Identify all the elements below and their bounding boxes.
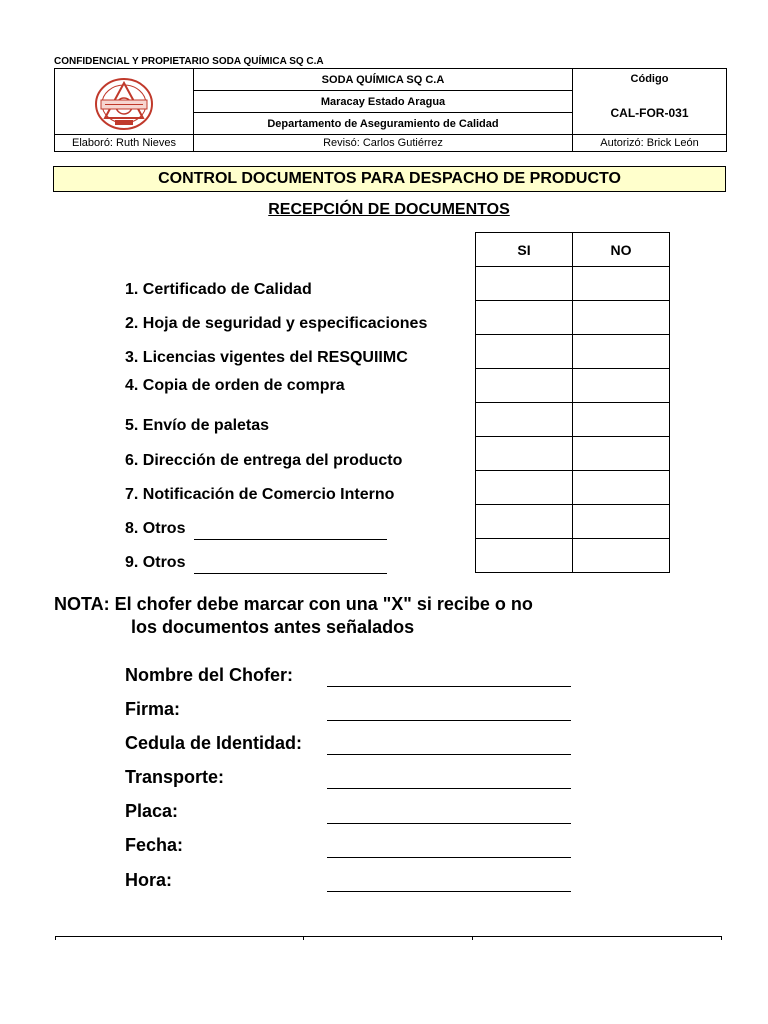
company-name: SODA QUÍMICA SQ C.A xyxy=(194,69,573,91)
field-line-time[interactable] xyxy=(327,891,571,892)
department-name: Departamento de Aseguramiento de Calidad xyxy=(194,113,573,135)
form-subtitle: RECEPCIÓN DE DOCUMENTOS xyxy=(268,201,510,218)
checklist-item: 6. Dirección de entrega del producto xyxy=(125,452,403,469)
field-line-driver-name[interactable] xyxy=(327,686,571,687)
check-yes-6[interactable] xyxy=(476,437,573,471)
checklist-item: 7. Notificación de Comercio Interno xyxy=(125,486,395,503)
check-no-2[interactable] xyxy=(573,301,670,335)
code-cell xyxy=(573,69,727,135)
company-location: Maracay Estado Aragua xyxy=(194,91,573,113)
form-title: CONTROL DOCUMENTOS PARA DESPACHO DE PRODUCTO xyxy=(53,166,726,192)
field-line-signature[interactable] xyxy=(327,720,571,721)
note-line-2: los documentos antes señalados xyxy=(131,617,415,637)
other-blank-line[interactable] xyxy=(194,573,387,574)
field-label-driver-name: Nombre del Chofer: xyxy=(125,665,294,685)
checklist-item: 1. Certificado de Calidad xyxy=(125,281,312,298)
field-label-transport: Transporte: xyxy=(125,767,225,787)
field-label-signature: Firma: xyxy=(125,699,181,719)
check-yes-5[interactable] xyxy=(476,403,573,437)
field-label-id: Cedula de Identidad: xyxy=(125,733,303,753)
field-line-id[interactable] xyxy=(327,754,571,755)
checklist-table xyxy=(475,232,670,573)
bottom-divider-tick xyxy=(55,936,56,940)
check-no-4[interactable] xyxy=(573,369,670,403)
field-line-date[interactable] xyxy=(327,857,571,858)
logo-cell xyxy=(55,69,194,135)
check-no-7[interactable] xyxy=(573,471,670,505)
column-header-no: NO xyxy=(573,233,670,267)
check-no-5[interactable] xyxy=(573,403,670,437)
field-line-plate[interactable] xyxy=(327,823,571,824)
check-no-9[interactable] xyxy=(573,539,670,573)
check-yes-8[interactable] xyxy=(476,505,573,539)
check-yes-2[interactable] xyxy=(476,301,573,335)
check-no-8[interactable] xyxy=(573,505,670,539)
check-no-3[interactable] xyxy=(573,335,670,369)
field-label-plate: Placa: xyxy=(125,801,179,821)
other-blank-line[interactable] xyxy=(194,539,387,540)
column-header-yes: SI xyxy=(476,233,573,267)
bottom-divider-tick xyxy=(303,936,304,940)
code-value: CAL-FOR-031 xyxy=(610,106,689,120)
reviewed-by: Revisó: Carlos Gutiérrez xyxy=(194,135,573,152)
checklist-item: 9. Otros xyxy=(125,554,186,571)
prepared-by: Elaboró: Ruth Nieves xyxy=(55,135,194,152)
company-seal-icon xyxy=(93,76,155,132)
code-label: Código xyxy=(630,73,669,85)
check-no-1[interactable] xyxy=(573,267,670,301)
bottom-divider xyxy=(55,936,722,937)
note-line-1: NOTA: El chofer debe marcar con una "X" si recibe o no xyxy=(54,594,533,614)
check-yes-9[interactable] xyxy=(476,539,573,573)
check-yes-4[interactable] xyxy=(476,369,573,403)
bottom-divider-tick xyxy=(472,936,473,940)
checklist-item: 4. Copia de orden de compra xyxy=(125,377,345,394)
check-yes-1[interactable] xyxy=(476,267,573,301)
bottom-divider-tick xyxy=(721,936,722,940)
checklist-item: 5. Envío de paletas xyxy=(125,417,270,434)
field-line-transport[interactable] xyxy=(327,788,571,789)
check-yes-7[interactable] xyxy=(476,471,573,505)
document-header xyxy=(54,68,727,152)
checklist-item: 3. Licencias vigentes del RESQUIIMC xyxy=(125,349,408,366)
field-label-time: Hora: xyxy=(125,870,173,890)
checklist-item: 2. Hoja de seguridad y especificaciones xyxy=(125,315,428,332)
check-yes-3[interactable] xyxy=(476,335,573,369)
confidential-notice: CONFIDENCIAL Y PROPIETARIO SODA QUÍMICA SQ C.A xyxy=(54,56,324,67)
field-label-date: Fecha: xyxy=(125,835,184,855)
checklist-item: 8. Otros xyxy=(125,520,186,537)
check-no-6[interactable] xyxy=(573,437,670,471)
authorized-by: Autorizó: Brick León xyxy=(573,135,727,152)
